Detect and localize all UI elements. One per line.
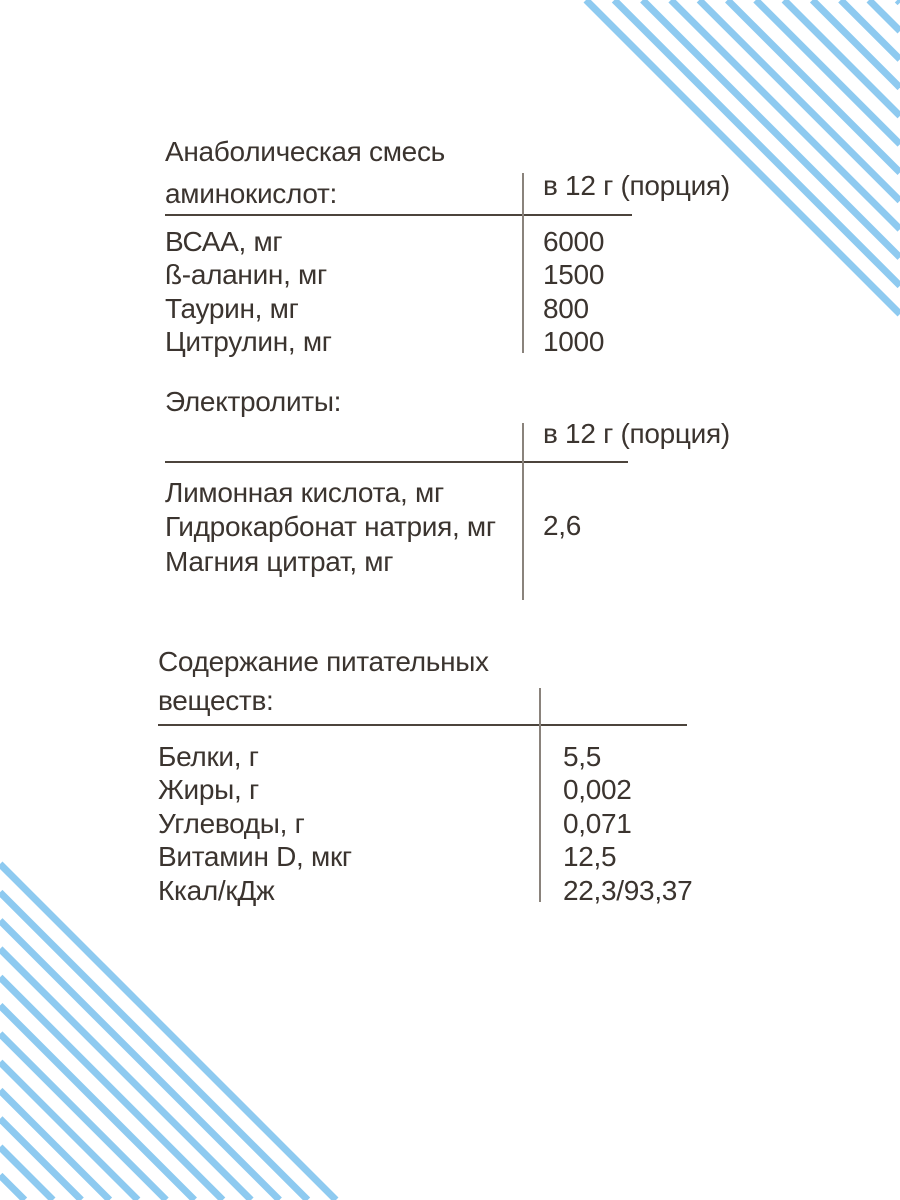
row-label: Лимонная кислота, мг — [165, 477, 444, 508]
row-labels — [158, 740, 352, 907]
horizontal-rule — [165, 214, 632, 216]
horizontal-rule — [158, 724, 687, 726]
row-value: 1500 — [543, 259, 605, 291]
row-label: Ккал/кДж — [158, 874, 275, 906]
row-label: Углеводы, г — [158, 807, 305, 839]
diagonal-stripes-bottom-left-decoration — [0, 858, 342, 1200]
column-divider — [522, 173, 524, 353]
row-label: Магния цитрат, мг — [165, 545, 394, 577]
section-heading-line2: веществ: — [158, 685, 274, 716]
row-label: ß-аланин, мг — [165, 259, 327, 291]
group-value: 2,6 — [543, 510, 582, 541]
row-values — [563, 740, 692, 907]
row-label: Белки, г — [158, 741, 259, 772]
row-value: 0,002 — [563, 774, 632, 806]
row-values — [543, 225, 604, 359]
row-value: 22,3/93,37 — [563, 874, 693, 906]
row-value: 5,5 — [563, 741, 602, 772]
row-value: 0,071 — [563, 807, 632, 839]
row-value: 12,5 — [563, 841, 617, 873]
row-label: Гидрокарбонат натрия, мг — [165, 511, 496, 543]
section-heading-line1: Содержание питательных — [158, 646, 489, 677]
row-label: Витамин D, мкг — [158, 841, 352, 873]
row-value: 1000 — [543, 326, 605, 358]
row-label: Цитрулин, мг — [165, 326, 332, 358]
row-labels — [165, 476, 496, 579]
diagonal-stripes-top-right-decoration — [580, 0, 900, 320]
section-heading: Электролиты: — [165, 386, 342, 417]
row-label: Таурин, мг — [165, 292, 299, 324]
section-heading-line2: аминокислот: — [165, 178, 338, 209]
row-labels — [165, 225, 332, 359]
row-label: Жиры, г — [158, 774, 259, 806]
row-value: 6000 — [543, 226, 605, 257]
column-divider — [522, 423, 524, 600]
row-value: 800 — [543, 292, 589, 324]
column-divider — [539, 688, 541, 902]
row-label: ВСАА, мг — [165, 226, 283, 257]
serving-column-header: в 12 г (порция) — [543, 170, 730, 201]
serving-column-header: в 12 г (порция) — [543, 418, 730, 449]
horizontal-rule — [165, 461, 628, 463]
section-heading-line1: Анаболическая смесь — [165, 136, 445, 167]
